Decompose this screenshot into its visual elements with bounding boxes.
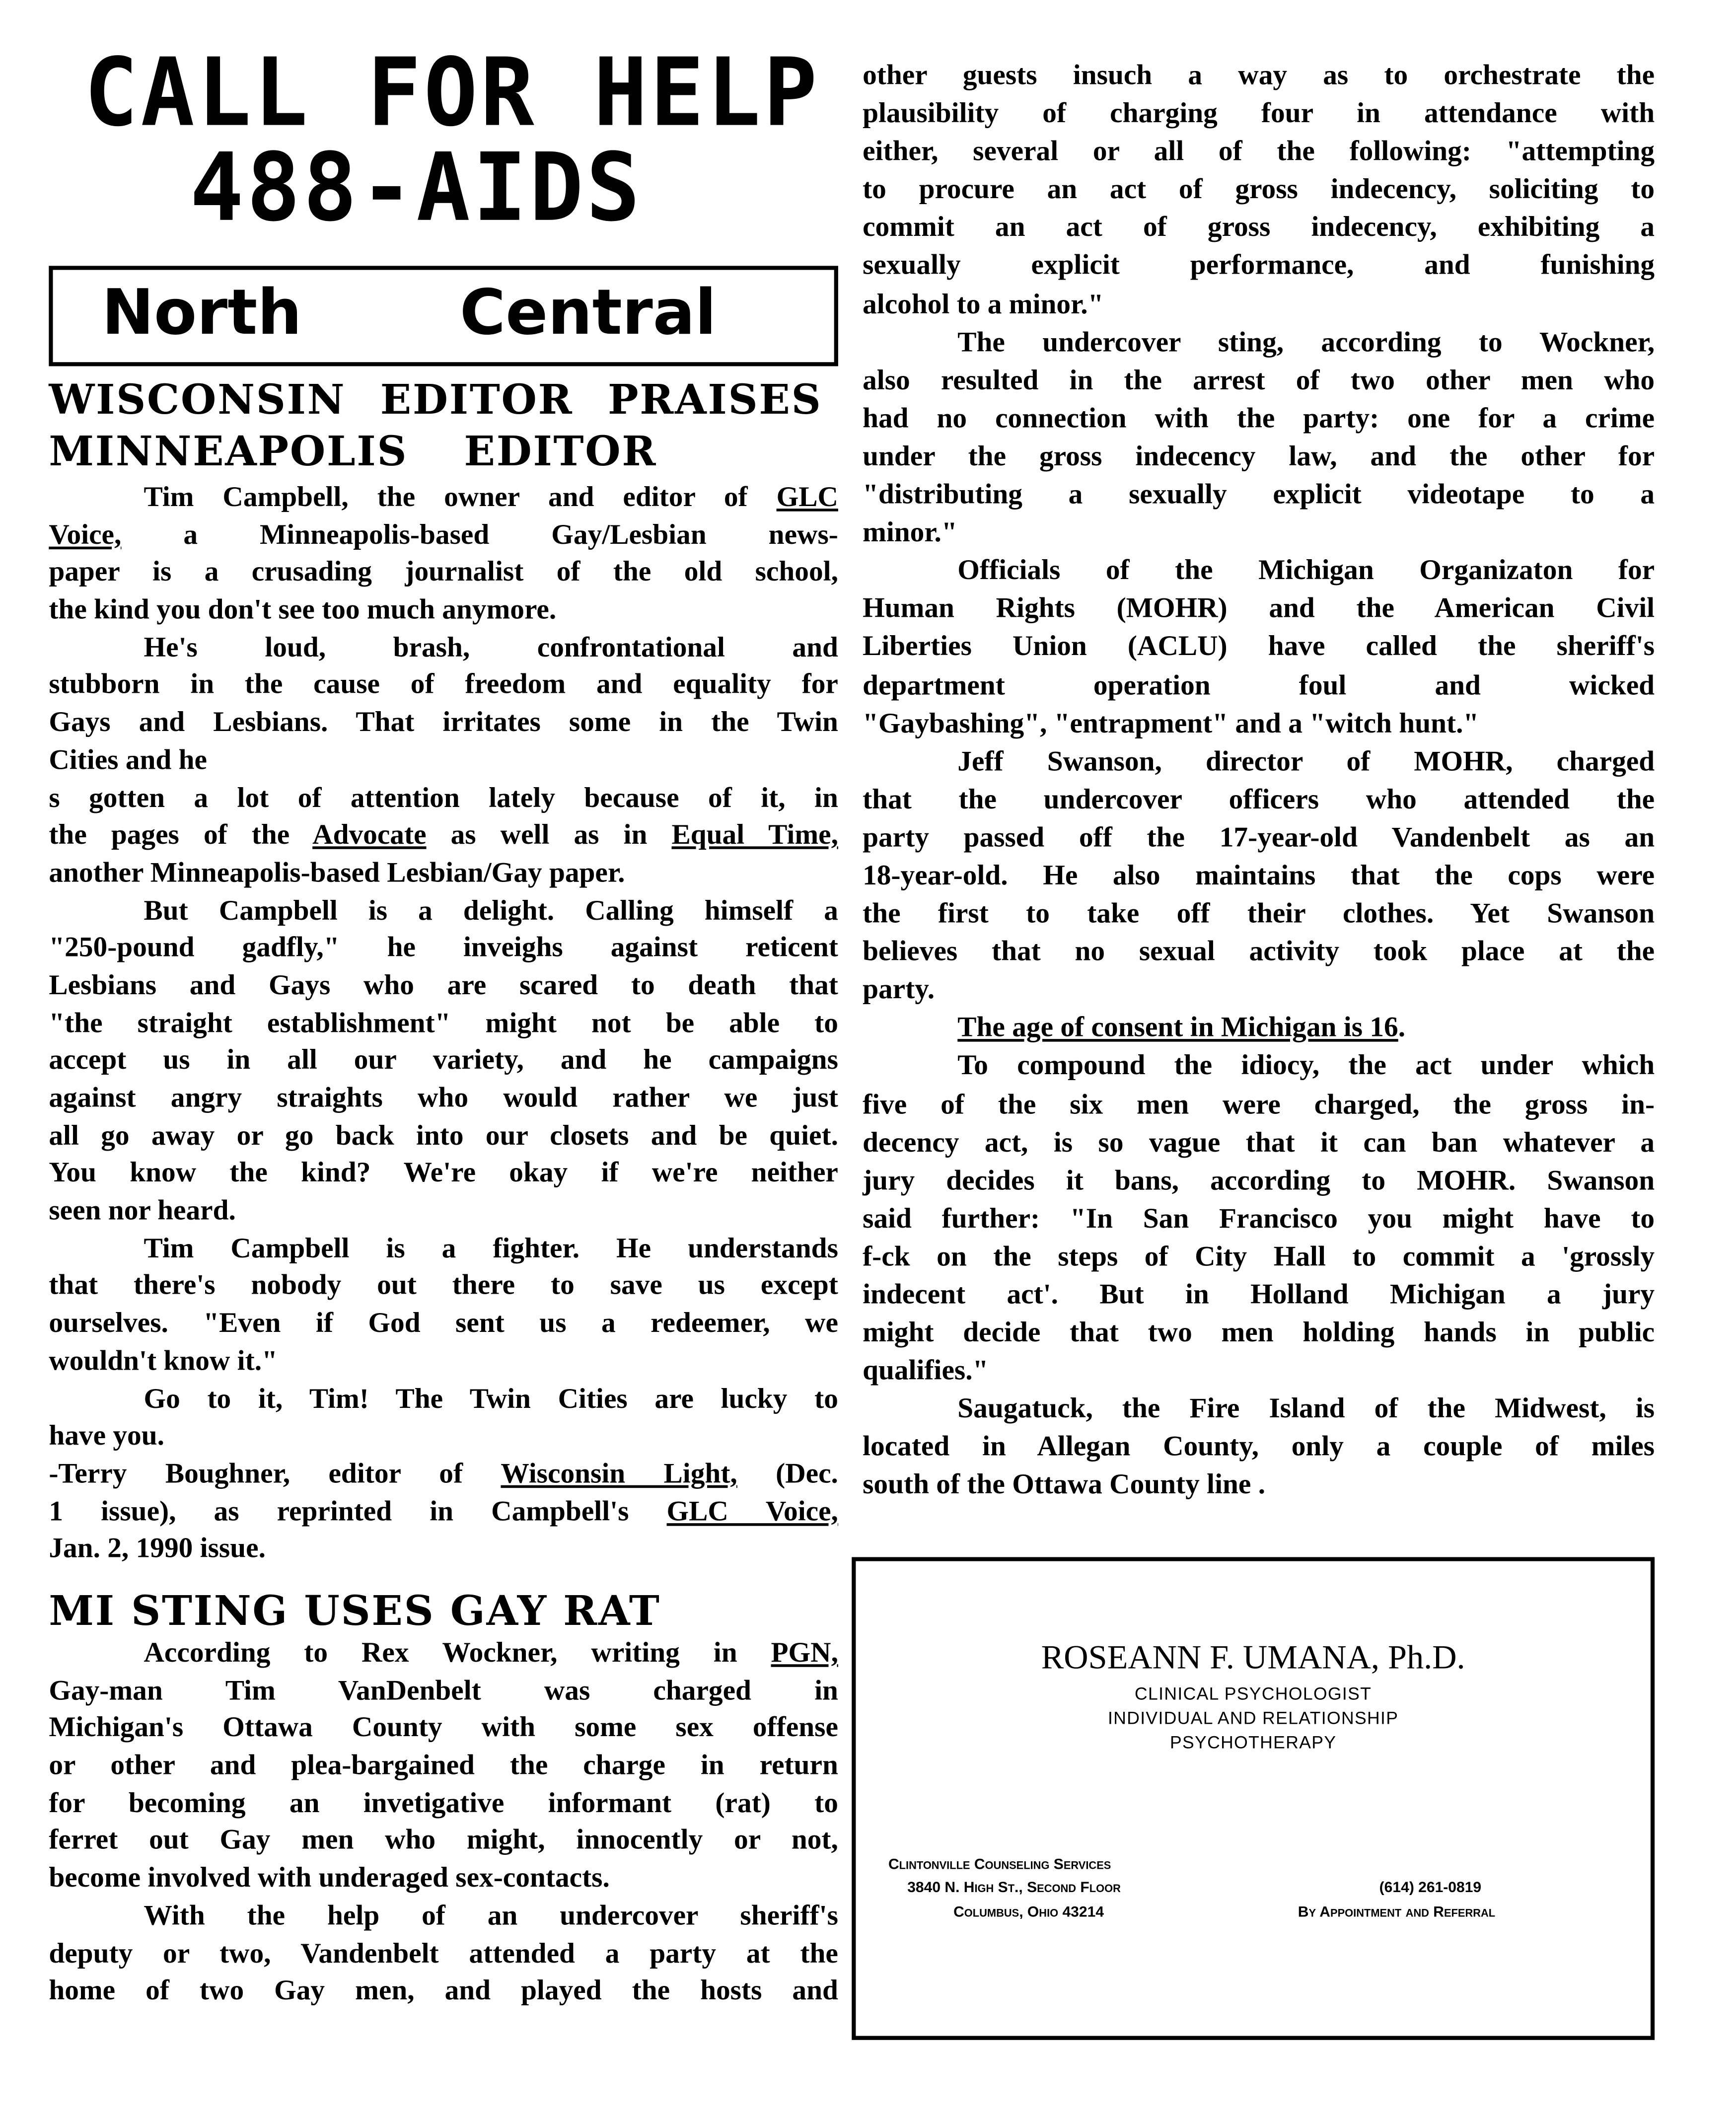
text-line: But Campbell is a delight. Calling himself a [144, 893, 838, 926]
text-line: south of the Ottawa County line . [863, 1468, 1266, 1501]
text-line: all go away or go back into our closets and be quiet. [49, 1118, 838, 1151]
text-line: under the gross indecency law, and the other for [863, 439, 1655, 472]
text-line: jury decides it bans, according to MOHR. Swanson [863, 1163, 1655, 1196]
text-line: said further: "In San Francisco you might have to [863, 1201, 1655, 1234]
text-line: Michigan's Ottawa County with some sex offense [49, 1711, 838, 1744]
text-line: another Minneapolis-based Lesbian/Gay paper. [49, 856, 625, 888]
text-line: Jan. 2, 1990 issue. [49, 1532, 266, 1564]
text-line: against angry straights who would rather we just [49, 1081, 838, 1114]
ad-title-1: CLINICAL PSYCHOLOGIST [1135, 1683, 1372, 1704]
text-line: qualifies." [863, 1354, 989, 1387]
text-line: -Terry Boughner, editor of Wisconsin Light, (Dec. [49, 1457, 838, 1489]
text-line: stubborn in the cause of freedom and equality for [49, 667, 838, 701]
text-line: five of the six men were charged, the gross in- [863, 1087, 1655, 1120]
text-line: party. [863, 972, 935, 1006]
text-line: Gay-man Tim VanDenbelt was charged in [49, 1673, 838, 1706]
text-line: "the straight establishment" might not be able to [49, 1006, 838, 1039]
underlined-title: Equal Time, [671, 818, 838, 851]
advertisement-box [852, 1557, 1655, 2040]
text-line: have you. [49, 1419, 164, 1452]
text-line: that there's nobody out there to save us except [49, 1268, 838, 1302]
text-line: other guests insuch a way as to orchestrate the [863, 58, 1655, 91]
text-line: that the undercover officers who attended the [863, 782, 1655, 815]
text-line: To compound the idiocy, the act under which [957, 1049, 1655, 1082]
text-line: You know the kind? We're okay if we're neither [49, 1156, 838, 1189]
text-line: located in Allegan County, only a couple of miles [863, 1430, 1655, 1463]
text-line: Human Rights (MOHR) and the American Civil [863, 591, 1655, 625]
article1-headline-line1: WISCONSIN EDITOR PRAISES [49, 377, 822, 425]
text-line: to procure an act of gross indecency, soliciting to [863, 172, 1655, 206]
text-line: party passed off the 17-year-old Vandenbelt as an [863, 820, 1655, 853]
text-line: department operation foul and wicked [863, 668, 1655, 701]
text-line: become involved with underaged sex-contacts. [49, 1861, 610, 1894]
ad-address-2: Columbus, Ohio 43214 [953, 1904, 1104, 1921]
text-line: either, several or all of the following: "attempting [863, 134, 1655, 167]
text-line: The undercover sting, according to Wockner, [957, 325, 1655, 358]
section-word-north: North [101, 275, 302, 349]
text-line: Gays and Lesbians. That irritates some in the Twin [49, 705, 838, 738]
underlined-title: Advocate [312, 818, 427, 851]
text-line: "Gaybashing", "entrapment" and a "witch hunt." [863, 706, 1479, 739]
ad-name: ROSEANN F. UMANA, Ph.D. [1041, 1640, 1465, 1677]
text-line: Lesbians and Gays who are scared to death that [49, 968, 838, 1001]
section-word-central: Central [459, 275, 717, 349]
text-line: or other and plea-bargained the charge in return [49, 1748, 838, 1781]
text-line: the kind you don't see too much anymore. [49, 592, 557, 626]
underlined-title: Voice, [49, 517, 122, 551]
text-line: Officials of the Michigan Organizaton for [957, 553, 1655, 586]
text-line: minor." [863, 515, 957, 548]
text-line: 18-year-old. He also maintains that the cops were [863, 858, 1655, 891]
text-line: might decide that two men holding hands in public [863, 1316, 1655, 1349]
text-line: alcohol to a minor." [863, 287, 1104, 320]
text-line: had no connection with the party: one for a crime [863, 401, 1655, 434]
text-line: 1 issue), as reprinted in Campbell's GLC Voice, [49, 1494, 838, 1527]
text-line: ourselves. "Even if God sent us a redeemer, we [49, 1306, 838, 1339]
ad-note: By Appointment and Referral [1298, 1904, 1496, 1921]
article1-body [49, 479, 838, 1568]
ad-title-2: INDIVIDUAL AND RELATIONSHIP [1107, 1707, 1399, 1728]
text-line: f-ck on the steps of City Hall to commit a 'grossly [863, 1240, 1655, 1272]
text-line: commit an act of gross indecency, exhibiting a [863, 211, 1655, 243]
text-line: home of two Gay men, and played the hosts and [49, 1974, 838, 2007]
underlined-title: The age of consent in Michigan is 16 [957, 1011, 1398, 1044]
text-line: accept us in all our variety, and he campaigns [49, 1043, 838, 1076]
underlined-title: GLC Voice, [666, 1494, 838, 1527]
article1-headline-line2: MINNEAPOLIS EDITOR [49, 429, 657, 476]
text-line: also resulted in the arrest of two other men who [863, 363, 1655, 396]
text-line: the first to take off their clothes. Yet Swanson [863, 896, 1655, 930]
text-line: He's loud, brash, confrontational and [144, 630, 838, 663]
underlined-title: Wisconsin Light, [501, 1457, 737, 1489]
text-line: The age of consent in Michigan is 16. [957, 1011, 1406, 1044]
text-line: seen nor heard. [49, 1193, 236, 1227]
text-line: decency act, is so vague that it can ban whatever a [863, 1125, 1655, 1158]
text-line: Tim Campbell is a fighter. He understands [144, 1231, 838, 1264]
underlined-title: GLC [776, 480, 838, 513]
text-line: Tim Campbell, the owner and editor of GLC [144, 480, 838, 513]
text-line: Liberties Union (ACLU) have called the sheriff's [863, 630, 1655, 662]
underlined-title: PGN, [771, 1635, 838, 1669]
text-line: "distributing a sexually explicit videotape to a [863, 477, 1655, 511]
text-line: wouldn't know it." [49, 1344, 278, 1377]
text-line: Go to it, Tim! The Twin Cities are lucky to [144, 1381, 838, 1414]
text-line: believes that no sexual activity took place at the [863, 935, 1655, 967]
text-line: ferret out Gay men who might, innocently or not, [49, 1823, 838, 1856]
text-line: According to Rex Wockner, writing in PGN, [144, 1635, 838, 1669]
ad-address-1: 3840 N. High St., Second Floor [907, 1880, 1121, 1897]
text-line: Jeff Swanson, director of MOHR, charged [957, 744, 1655, 777]
section-banner [49, 266, 838, 366]
text-line: Voice, a Minneapolis-based Gay/Lesbian news- [49, 517, 838, 551]
ad-phone: (614) 261-0819 [1379, 1880, 1482, 1897]
text-line: deputy or two, Vandenbelt attended a party at the [49, 1936, 838, 1969]
text-line: Saugatuck, the Fire Island of the Midwest, is [957, 1392, 1655, 1425]
text-line: With the help of an undercover sheriff's [144, 1899, 838, 1931]
text-line: indecent act'. But in Holland Michigan a jury [863, 1277, 1655, 1311]
text-line: "250-pound gadfly," he inveighs against reticent [49, 931, 838, 963]
text-line: s gotten a lot of attention lately because of it, in [49, 780, 838, 813]
call-for-help-title: CALL FOR HELP [84, 38, 820, 148]
article2-continued-body [863, 56, 1655, 1504]
text-line: the pages of the Advocate as well as in Equal Time, [49, 818, 838, 851]
text-line: plausibility of charging four in attendance with [863, 96, 1655, 129]
text-line: Cities and he [49, 743, 208, 776]
ad-title-3: PSYCHOTHERAPY [1169, 1732, 1337, 1753]
text-line: paper is a crusading journalist of the old school, [49, 555, 838, 588]
text-line: sexually explicit performance, and funishing [863, 249, 1655, 282]
text-line: for becoming an invetigative informant (rat) to [49, 1786, 838, 1819]
hotline-number: 488-AIDS [190, 133, 643, 243]
ad-organization: Clintonville Counseling Services [888, 1857, 1111, 1873]
article2-headline: MI STING USES GAY RAT [49, 1588, 661, 1636]
